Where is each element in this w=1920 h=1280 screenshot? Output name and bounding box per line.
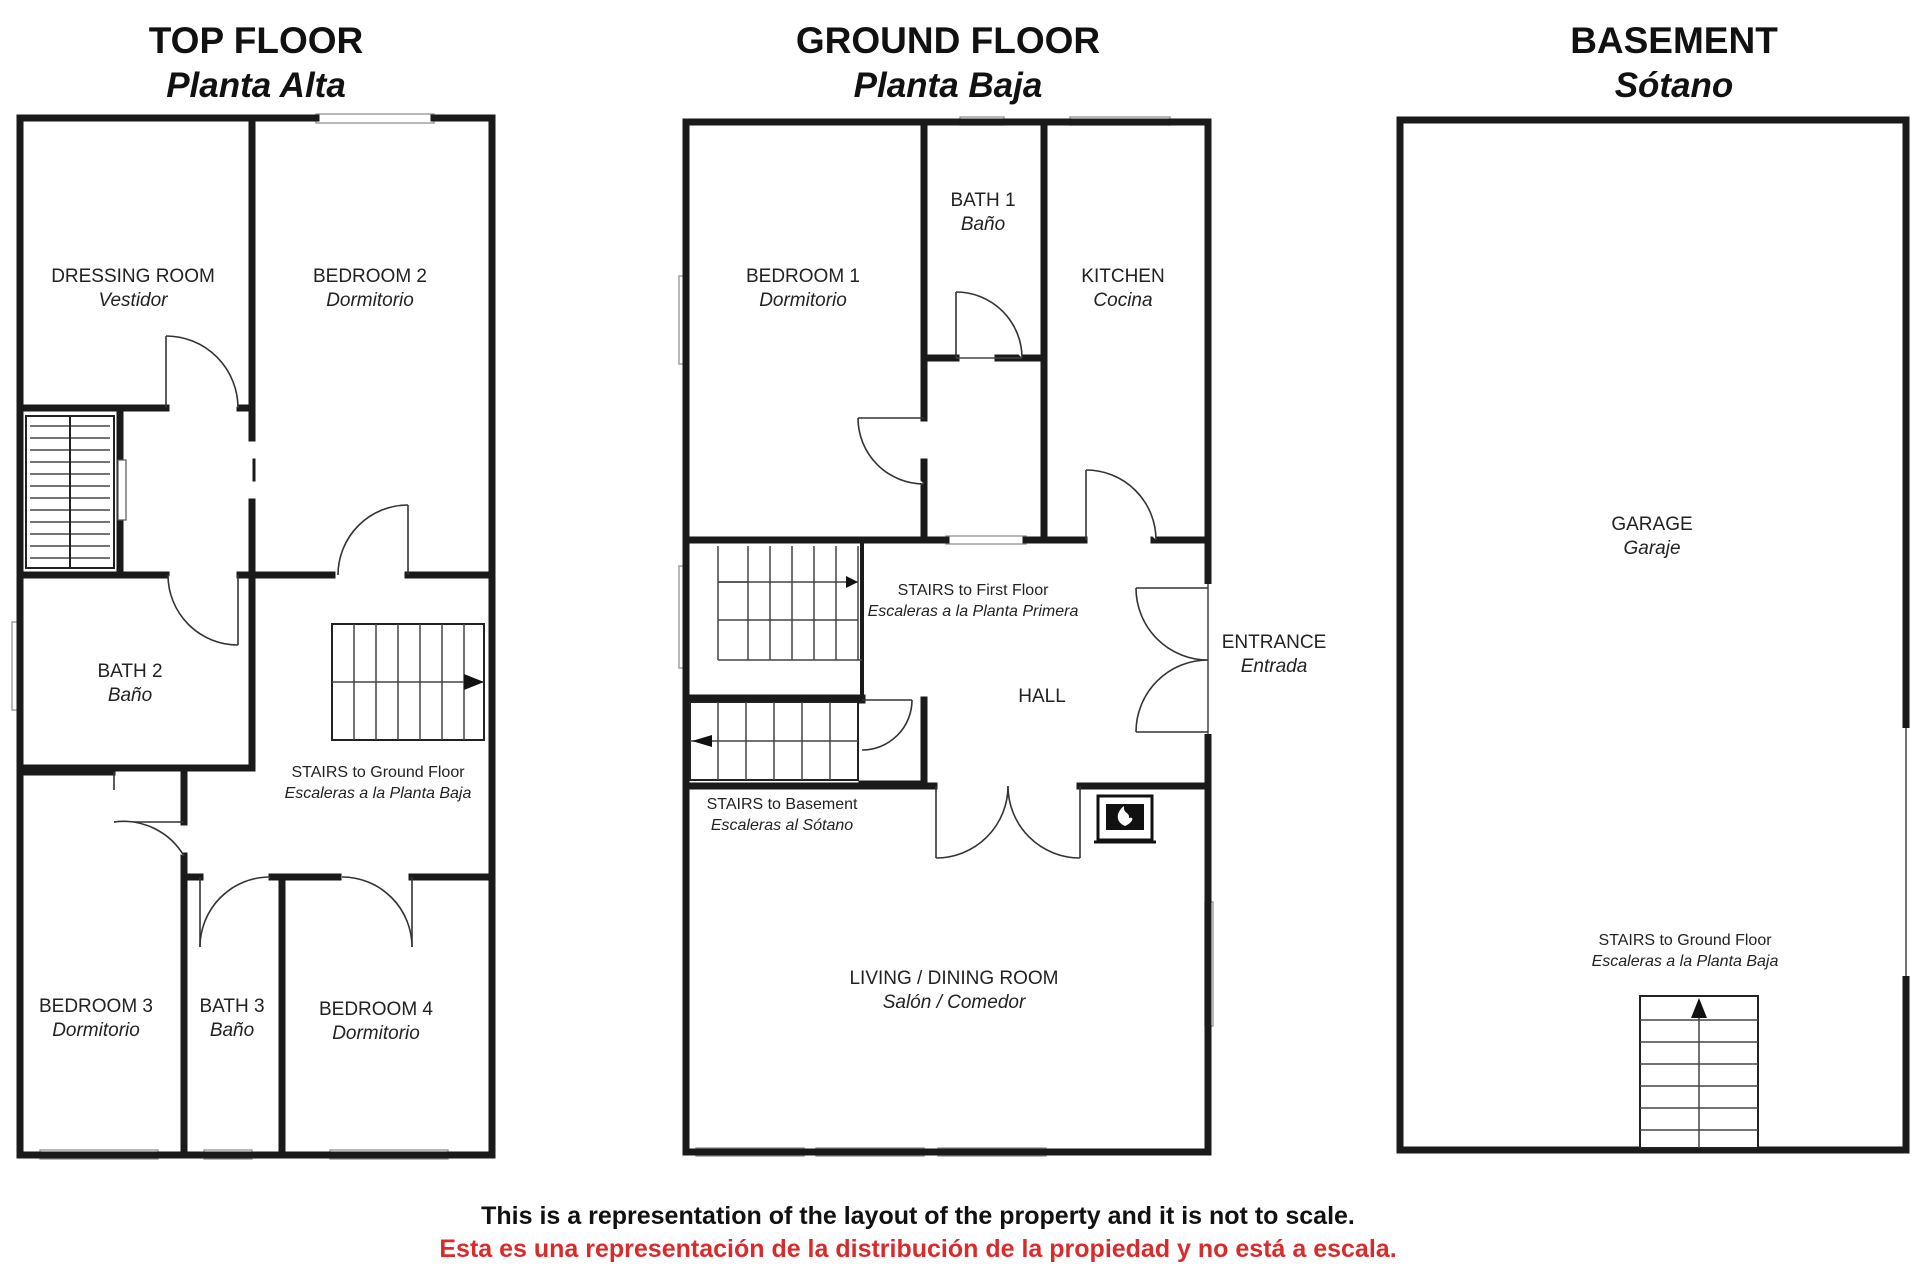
top-stairs-sublabel: Escaleras a la Planta Baja bbox=[284, 785, 472, 802]
stairs-to-basement bbox=[690, 702, 858, 780]
bedroom-1-sublabel: Dormitorio bbox=[759, 290, 847, 311]
bedroom-3-label: BEDROOM 3 bbox=[38, 996, 154, 1017]
bath-3-sublabel: Baño bbox=[209, 1020, 255, 1041]
top-floor-title: TOP FLOOR bbox=[148, 20, 364, 61]
door bbox=[956, 292, 1022, 358]
ground-floor-plan bbox=[679, 117, 1326, 1156]
basement-subtitle: Sótano bbox=[1614, 66, 1734, 105]
stairs-to-first-floor bbox=[718, 546, 862, 660]
door bbox=[338, 505, 408, 575]
window bbox=[316, 114, 434, 123]
dressing-room-label: DRESSING ROOM bbox=[51, 266, 215, 287]
kitchen-label: KITCHEN bbox=[1081, 266, 1165, 287]
bath-1-label: BATH 1 bbox=[950, 190, 1016, 211]
window bbox=[946, 536, 1026, 544]
stairs-up-sublabel: Escaleras a la Planta Primera bbox=[867, 603, 1079, 620]
disclaimer-spanish: Esta es una representación de la distribución de la propiedad y no está a escala. bbox=[439, 1235, 1397, 1263]
top-stairs-label: STAIRS to Ground Floor bbox=[291, 764, 465, 781]
stairs-basement bbox=[1640, 996, 1758, 1148]
door bbox=[168, 575, 238, 645]
living-dining-label: LIVING / DINING ROOM bbox=[849, 968, 1059, 989]
bedroom-1-label: BEDROOM 1 bbox=[745, 266, 861, 287]
fireplace-icon bbox=[1094, 796, 1156, 842]
bedroom-4-sublabel: Dormitorio bbox=[332, 1023, 420, 1044]
entrance-double-door bbox=[1136, 588, 1208, 732]
bedroom-2-sublabel: Dormitorio bbox=[326, 290, 414, 311]
stairs-down-label: STAIRS to Basement bbox=[706, 796, 858, 813]
door bbox=[1086, 470, 1156, 540]
bedroom-2-label: BEDROOM 2 bbox=[312, 266, 428, 287]
top-floor-subtitle: Planta Alta bbox=[166, 66, 346, 105]
disclaimer-english: This is a representation of the layout of the property and it is not to scale. bbox=[481, 1202, 1355, 1230]
basement-title: BASEMENT bbox=[1570, 20, 1778, 61]
bedroom-4-label: BEDROOM 4 bbox=[318, 999, 434, 1020]
door bbox=[858, 418, 924, 484]
entrance-label: ENTRANCE bbox=[1221, 632, 1327, 653]
living-double-door bbox=[936, 786, 1080, 858]
bath-1-sublabel: Baño bbox=[960, 214, 1006, 235]
door bbox=[166, 336, 238, 408]
stairs-up-label: STAIRS to First Floor bbox=[897, 582, 1049, 599]
basement-plan bbox=[1400, 120, 1912, 1150]
hall-label: HALL bbox=[1018, 686, 1066, 707]
stairs-top-floor bbox=[332, 624, 484, 740]
bath-3-label: BATH 3 bbox=[199, 996, 265, 1017]
ground-floor-subtitle: Planta Baja bbox=[853, 66, 1043, 105]
kitchen-sublabel: Cocina bbox=[1093, 290, 1153, 311]
door bbox=[200, 877, 270, 947]
living-dining-sublabel: Salón / Comedor bbox=[882, 992, 1026, 1013]
door bbox=[862, 700, 912, 750]
basement-stairs-sublabel: Escaleras a la Planta Baja bbox=[1591, 953, 1779, 970]
door bbox=[114, 772, 184, 856]
door bbox=[342, 877, 412, 947]
top-floor-plan bbox=[12, 114, 492, 1159]
garage-sublabel: Garaje bbox=[1623, 538, 1681, 559]
ground-floor-title: GROUND FLOOR bbox=[795, 20, 1101, 61]
garage-label: GARAGE bbox=[1611, 514, 1693, 535]
dressing-room-sublabel: Vestidor bbox=[98, 290, 168, 311]
stairs-down-sublabel: Escaleras al Sótano bbox=[710, 817, 854, 834]
bedroom-3-sublabel: Dormitorio bbox=[52, 1020, 140, 1041]
basement-stairs-label: STAIRS to Ground Floor bbox=[1598, 932, 1772, 949]
bath-2-label: BATH 2 bbox=[97, 661, 163, 682]
entrance-sublabel: Entrada bbox=[1240, 656, 1308, 677]
bath-2-sublabel: Baño bbox=[107, 685, 153, 706]
